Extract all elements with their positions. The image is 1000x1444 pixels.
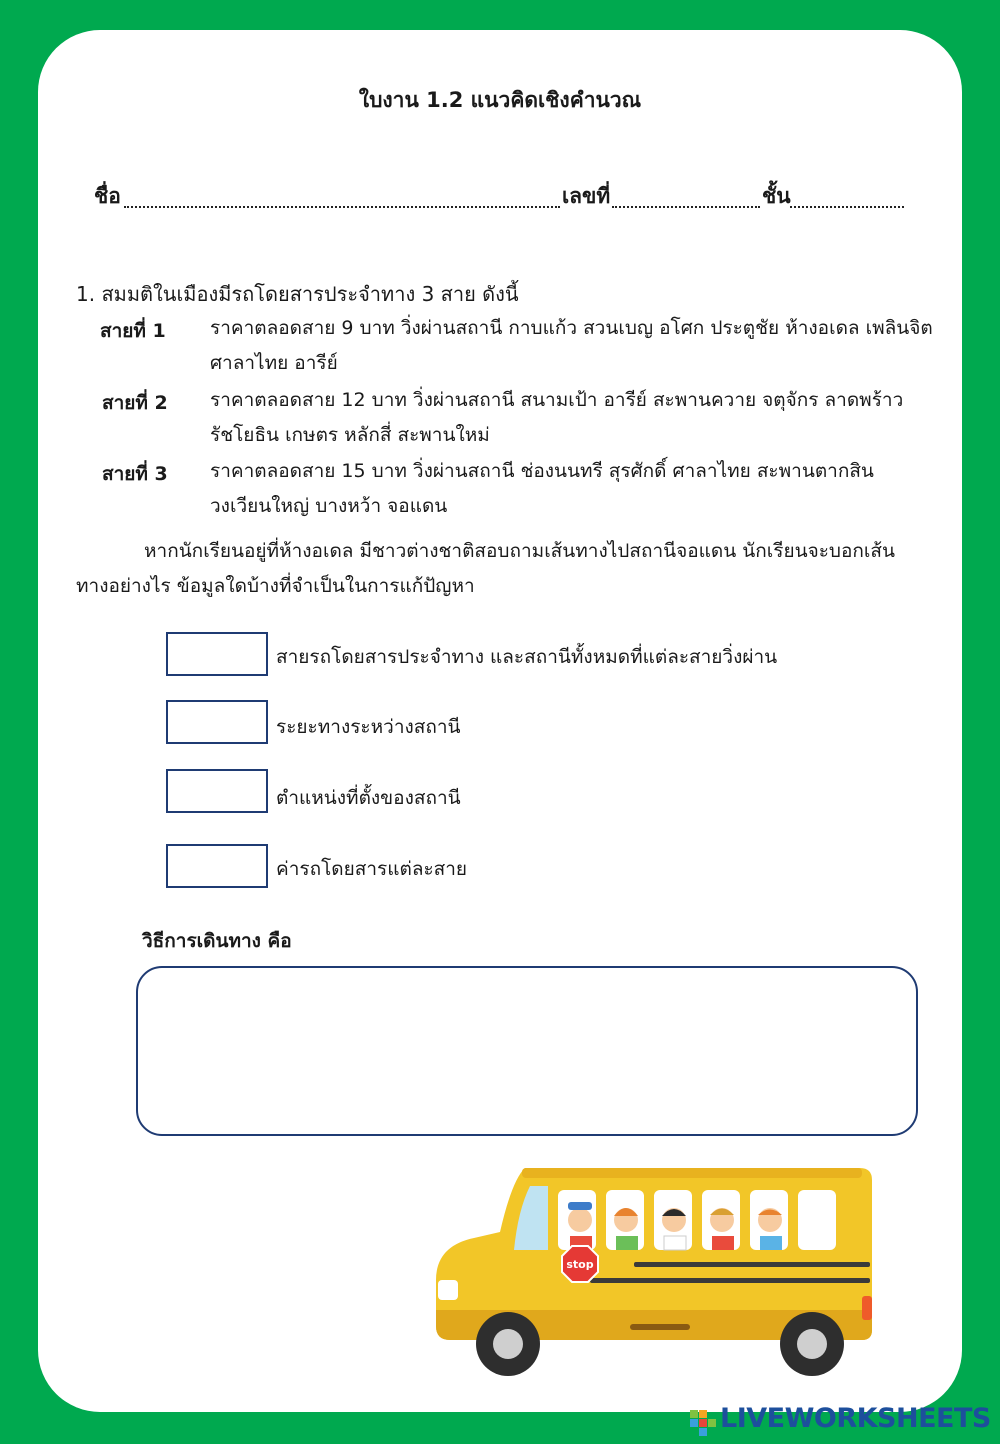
route-description [210,383,970,453]
option-checkbox-2[interactable] [166,700,268,744]
option-label-3: ตำแหน่งที่ตั้งของสถานี [276,787,461,809]
route-line: รัชโยธิน เกษตร หลักสี่ สะพานใหม่ [210,424,490,446]
school-bus-illustration [430,1160,876,1382]
option-label-1: สายรถโดยสารประจำทาง และสถานีทั้งหมดที่แต่ละสายวิ่งผ่าน [276,646,778,668]
logo-text: LIVEWORKSHEETS [720,1403,991,1434]
name-label: ชื่อ [94,184,121,208]
question-intro: 1. สมมติในเมืองมีรถโดยสารประจำทาง 3 สาย ดังนี้ [76,282,519,306]
option-label-4: ค่ารถโดยสารแต่ละสาย [276,858,468,880]
method-label: วิธีการเดินทาง คือ [142,930,292,952]
worksheet-page [38,30,962,1412]
class-field[interactable] [790,206,904,208]
route-line: ศาลาไทย อารีย์ [210,352,338,374]
name-field[interactable] [124,206,560,208]
question-prompt: หากนักเรียนอยู่ที่ห้างอเดล มีชาวต่างชาติสอบถามเส้นทางไปสถานีจอแดน นักเรียนจะบอกเส้นทางอย่างไร ข้อมูลใดบ้างที่จำเป็นในการแก้ปัญหา [76,540,895,597]
number-label: เลขที่ [562,184,611,208]
class-label: ชั้น [762,184,791,208]
worksheet-title: ใบงาน 1.2 แนวคิดเชิงคำนวณ [358,88,642,112]
option-label-2: ระยะทางระหว่างสถานี [276,716,461,738]
number-field[interactable] [612,206,760,208]
route-line: ราคาตลอดสาย 12 บาท วิ่งผ่านสถานี สนามเป้า อารีย์ สะพานควาย จตุจักร ลาดพร้าว [210,389,904,411]
route-label: สายที่ 2 [102,392,168,414]
route-line: ราคาตลอดสาย 9 บาท วิ่งผ่านสถานี กาบแก้ว สวนเบญ อโศก ประตูชัย ห้างอเดล เพลินจิต [210,317,933,339]
logo-blocks-icon [690,1410,716,1436]
liveworksheets-logo [690,1400,990,1440]
option-checkbox-3[interactable] [166,769,268,813]
route-label: สายที่ 1 [100,320,166,342]
student-info-row [94,180,906,214]
route-label: สายที่ 3 [102,463,168,485]
route-line: วงเวียนใหญ่ บางหว้า จอแดน [210,495,448,517]
stop-sign-text: stop [566,1258,594,1271]
option-checkbox-4[interactable] [166,844,268,888]
method-answer-box[interactable] [136,966,918,1136]
route-description [210,311,970,381]
option-checkbox-1[interactable] [166,632,268,676]
route-description [210,454,970,524]
route-line: ราคาตลอดสาย 15 บาท วิ่งผ่านสถานี ช่องนนทรี สุรศักดิ์ ศาลาไทย สะพานตากสิน [210,460,874,482]
